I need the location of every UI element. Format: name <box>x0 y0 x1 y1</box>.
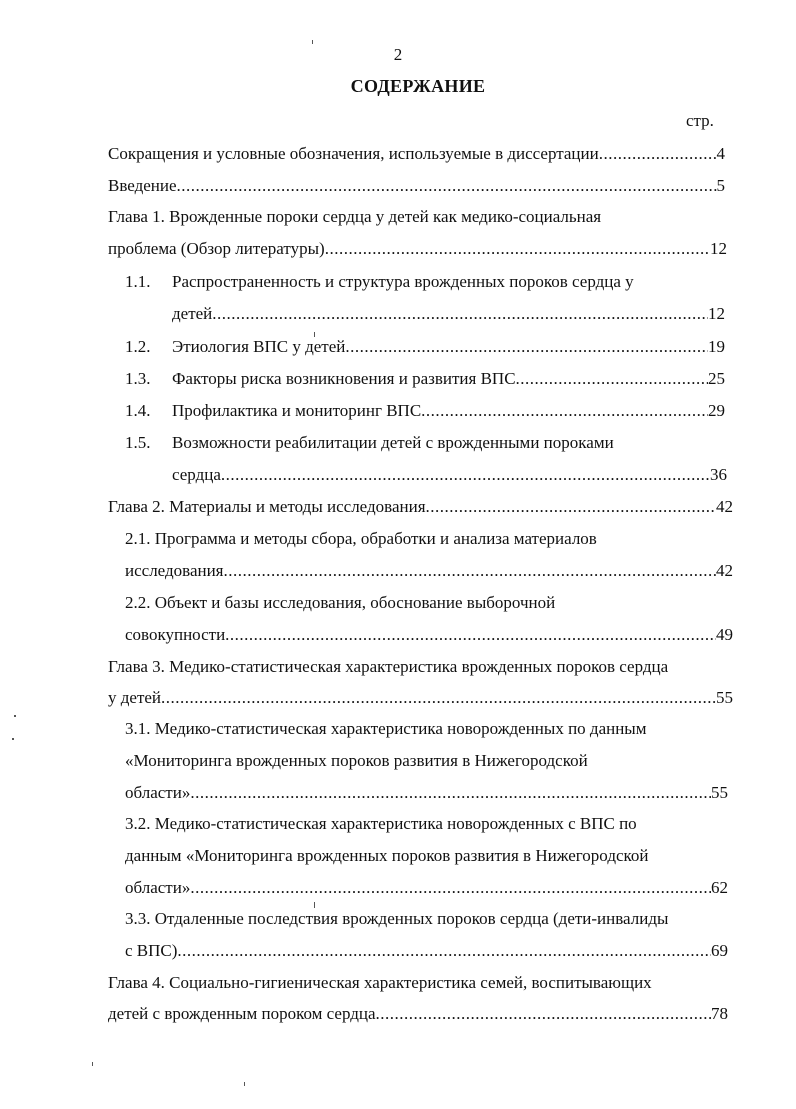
scan-speck <box>12 738 14 740</box>
toc-entry-page: 12 <box>710 239 727 258</box>
toc-entry-page: 55 <box>711 783 728 802</box>
toc-entry-1-1-number <box>125 270 151 294</box>
page-title: СОДЕРЖАНИЕ <box>350 76 486 96</box>
scan-speck <box>92 1062 93 1066</box>
toc-entry-3-3-line1 <box>125 907 733 931</box>
toc-entry-text: 3.1. Медико-статистическая характеристика новорожденных по данным <box>125 719 647 738</box>
pages-column-label: стр. <box>686 111 714 130</box>
toc-entry-page: 78 <box>711 1004 728 1023</box>
toc-leader-dots <box>161 686 716 710</box>
toc-entry-number: 1.5. <box>125 433 151 452</box>
toc-entry-text: Глава 1. Врожденные пороки сердца у детей как медико-социальная <box>108 207 602 226</box>
toc-entry-text: 3.3. Отдаленные последствия врожденных пороков сердца (дети-инвалиды <box>125 909 669 928</box>
toc-leader-dots <box>225 623 716 647</box>
toc-entry-3-3-line2 <box>125 939 728 963</box>
toc-entry-3-1-line2 <box>125 749 733 773</box>
toc-entry-1-2 <box>172 335 725 359</box>
toc-entry-text: Факторы риска возникновения и развития ВПС <box>172 369 516 388</box>
toc-entry-text: детей <box>172 304 213 323</box>
toc-entry-text: Возможности реабилитации детей с врожденными пороками <box>172 433 614 452</box>
toc-entry-page: 12 <box>708 304 725 323</box>
toc-leader-dots <box>599 142 717 166</box>
toc-entry-text: сердца <box>172 465 221 484</box>
toc-leader-dots <box>325 237 710 261</box>
toc-entry-text: области» <box>125 783 191 802</box>
toc-entry-text: 3.2. Медико-статистическая характеристика новорожденных с ВПС по <box>125 814 637 833</box>
toc-entry-text: Глава 2. Материалы и методы исследования <box>108 497 426 516</box>
toc-entry-text: исследования <box>125 561 224 580</box>
toc-entry-text: детей с врожденным пороком сердца <box>108 1004 376 1023</box>
toc-entry-chapter-1-line1 <box>108 205 725 229</box>
toc-leader-dots <box>426 495 716 519</box>
scan-speck <box>314 332 315 337</box>
toc-entry-introduction <box>108 174 725 198</box>
toc-entry-text: 2.1. Программа и методы сбора, обработки и анализа материалов <box>125 529 597 548</box>
toc-entry-abbreviations <box>108 142 725 166</box>
toc-entry-text: данным «Мониторинга врожденных пороков развития в Нижегородской <box>125 846 649 865</box>
toc-entry-2-2-line1 <box>125 591 733 615</box>
toc-leader-dots <box>190 876 711 900</box>
toc-entry-text: с ВПС) <box>125 941 178 960</box>
toc-entry-1-1-line2 <box>172 302 725 326</box>
toc-entry-page: 29 <box>708 401 725 420</box>
toc-entry-page: 42 <box>716 497 733 516</box>
toc-entry-number: 1.2. <box>125 337 151 356</box>
toc-entry-page: 55 <box>716 688 733 707</box>
toc-entry-page: 62 <box>711 878 728 897</box>
toc-entry-chapter-4-line1 <box>108 971 733 995</box>
toc-entry-text: Глава 4. Социально-гигиеническая характеристика семей, воспитывающих <box>108 973 652 992</box>
toc-entry-text: Профилактика и мониторинг ВПС <box>172 401 422 420</box>
toc-entry-text: области» <box>125 878 191 897</box>
toc-entry-3-2-line1 <box>125 812 733 836</box>
toc-leader-dots <box>376 1002 711 1026</box>
toc-entry-text: проблема (Обзор литературы) <box>108 239 325 258</box>
toc-entry-page: 4 <box>716 144 725 163</box>
toc-leader-dots <box>224 559 716 583</box>
toc-entry-1-3 <box>172 367 725 391</box>
toc-entry-page: 42 <box>716 561 733 580</box>
toc-entry-number: 1.4. <box>125 401 151 420</box>
toc-entry-1-2-number <box>125 335 151 359</box>
toc-entry-3-2-line3 <box>125 876 728 900</box>
scan-speck <box>14 715 16 717</box>
toc-entry-2-1-line2 <box>125 559 733 583</box>
toc-entry-page: 49 <box>716 625 733 644</box>
toc-entry-page: 69 <box>711 941 728 960</box>
toc-entry-1-5-number <box>125 431 151 455</box>
toc-entry-chapter-3-line2 <box>108 686 733 710</box>
toc-entry-1-4 <box>172 399 725 423</box>
scan-speck <box>314 902 315 908</box>
toc-entry-number: 1.1. <box>125 272 151 291</box>
toc-entry-page: 19 <box>708 337 725 356</box>
toc-entry-2-2-line2 <box>125 623 733 647</box>
toc-entry-1-5-line2 <box>172 463 727 487</box>
toc-entry-1-5-line1 <box>172 431 725 455</box>
toc-entry-2-1-line1 <box>125 527 733 551</box>
toc-entry-text: совокупности <box>125 625 226 644</box>
toc-leader-dots <box>421 399 708 423</box>
toc-entry-chapter-4-line2 <box>108 1002 728 1026</box>
toc-entry-text: 2.2. Объект и базы исследования, обоснование выборочной <box>125 593 556 612</box>
toc-leader-dots <box>212 302 708 326</box>
toc-leader-dots <box>516 367 708 391</box>
toc-leader-dots <box>177 939 711 963</box>
scan-speck <box>244 1082 245 1086</box>
toc-entry-1-1-line1 <box>172 270 725 294</box>
toc-entry-text: Этиология ВПС у детей <box>172 337 346 356</box>
toc-entry-3-2-line2 <box>125 844 733 868</box>
toc-entry-chapter-2 <box>108 495 733 519</box>
toc-entry-3-1-line1 <box>125 717 733 741</box>
scan-speck <box>312 40 313 44</box>
toc-entry-text: у детей <box>108 688 162 707</box>
toc-entry-1-3-number <box>125 367 151 391</box>
toc-entry-1-4-number <box>125 399 151 423</box>
toc-leader-dots <box>177 174 717 198</box>
toc-entry-number: 1.3. <box>125 369 151 388</box>
toc-entry-3-1-line3 <box>125 781 728 805</box>
toc-entry-text: Распространенность и структура врожденных пороков сердца у <box>172 272 634 291</box>
toc-leader-dots <box>221 463 710 487</box>
toc-entry-chapter-3-line1 <box>108 655 733 679</box>
toc-leader-dots <box>345 335 708 359</box>
toc-entry-text: Глава 3. Медико-статистическая характеристика врожденных пороков сердца <box>108 657 669 676</box>
page-number: 2 <box>393 45 403 64</box>
toc-entry-page: 5 <box>716 176 725 195</box>
toc-entry-text: Введение <box>108 176 177 195</box>
toc-entry-page: 25 <box>708 369 725 388</box>
toc-entry-text: Сокращения и условные обозначения, используемые в диссертации <box>108 144 599 163</box>
toc-entry-chapter-1-line2 <box>108 237 727 261</box>
toc-entry-page: 36 <box>710 465 727 484</box>
toc-entry-text: «Мониторинга врожденных пороков развития в Нижегородской <box>125 751 588 770</box>
toc-leader-dots <box>190 781 711 805</box>
